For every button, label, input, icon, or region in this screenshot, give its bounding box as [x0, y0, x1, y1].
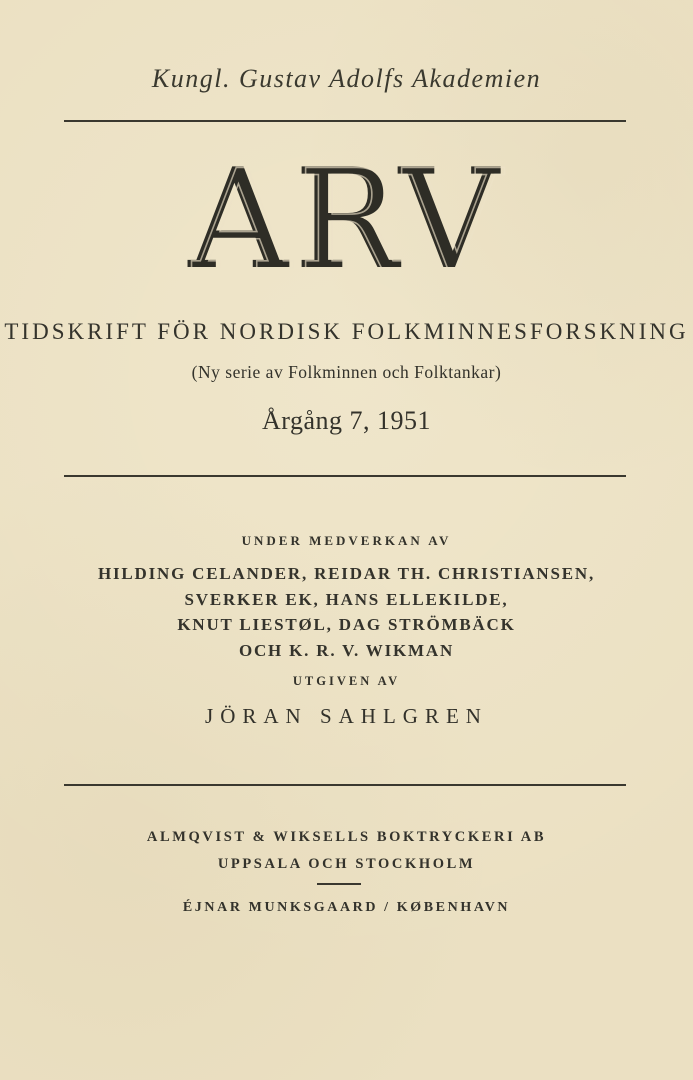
- editor-name: JÖRAN SAHLGREN: [205, 704, 488, 728]
- separator-dash: [317, 883, 361, 885]
- series-note: (Ny serie av Folkminnen och Folktankar): [191, 362, 502, 382]
- contributor-line: OCH K. R. V. WIKMAN: [238, 640, 455, 660]
- editor-heading: UTGIVEN AV: [292, 674, 401, 688]
- printer-cities: UPPSALA OCH STOCKHOLM: [217, 856, 476, 872]
- copublisher-line: ÉJNAR MUNKSGAARD / KØBENHAVN: [182, 900, 511, 915]
- contributors-block: [0, 561, 693, 663]
- academy-line: Kungl. Gustav Adolfs Akademien: [151, 64, 542, 93]
- contributor-line: SVERKER EK, HANS ELLEKILDE,: [184, 589, 509, 609]
- journal-title-text: ARV ARV: [188, 151, 504, 289]
- contributor-line: HILDING CELANDER, REIDAR TH. CHRISTIANSEN,: [97, 564, 596, 583]
- rule-bottom: [64, 784, 626, 786]
- journal-subtitle: TIDSKRIFT FÖR NORDISK FOLKMINNESFORSKNING: [4, 319, 689, 344]
- contributors-heading: UNDER MEDVERKAN AV: [241, 533, 452, 548]
- printer-name: ALMQVIST & WIKSELLS BOKTRYCKERI AB: [146, 829, 547, 845]
- contributor-line: KNUT LIESTØL, DAG STRÖMBÄCK: [177, 615, 516, 634]
- rule-middle: [64, 475, 626, 477]
- volume-line: Årgång 7, 1951: [261, 406, 431, 435]
- rule-top: [64, 120, 626, 122]
- journal-title: [0, 139, 693, 300]
